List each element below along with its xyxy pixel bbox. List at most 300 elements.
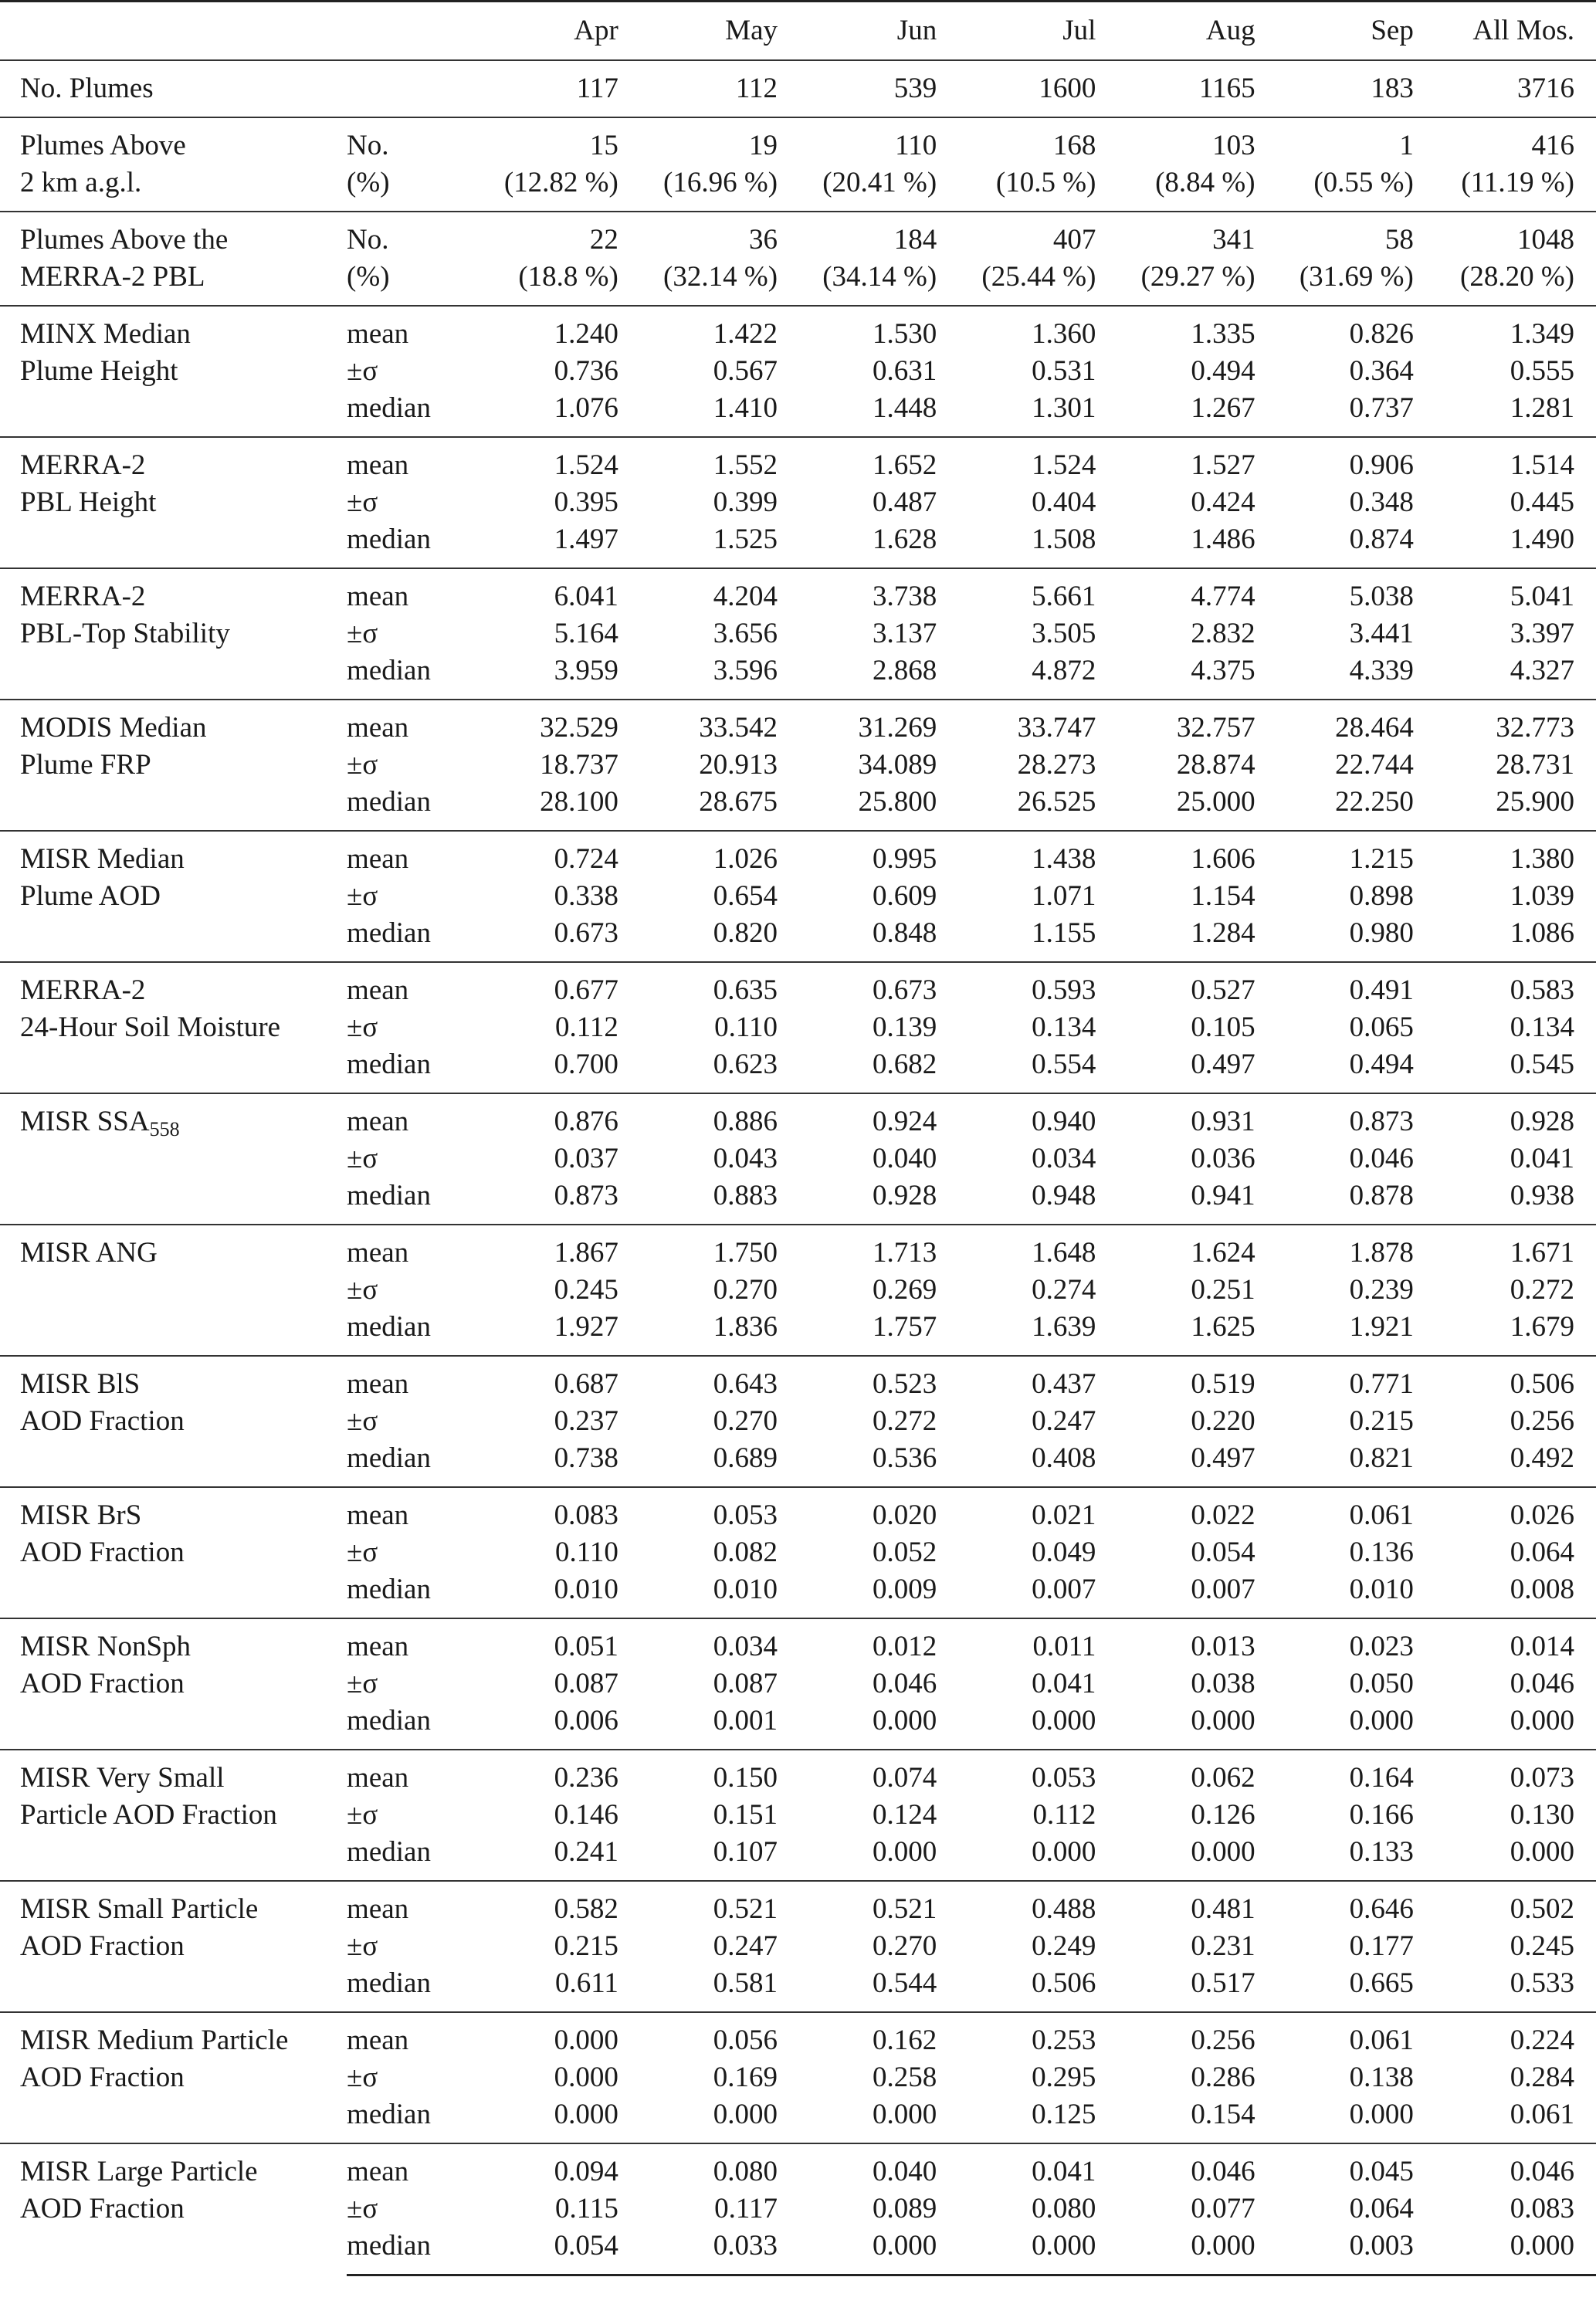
table-cell: 0.502 xyxy=(1414,1881,1596,1928)
table-cell: 36 xyxy=(618,212,778,259)
table-cell: 0.364 xyxy=(1349,355,1414,387)
column-header: May xyxy=(618,2,778,61)
table-cell: 1.076 xyxy=(554,392,618,424)
row-stat-label: median xyxy=(347,523,431,555)
row-stat-label: mean xyxy=(347,831,460,878)
table-cell: 33.747 xyxy=(937,700,1096,747)
row-label-line: Plumes Above the xyxy=(20,224,229,256)
table-row xyxy=(0,1356,1596,1403)
table-cell: 5.041 xyxy=(1414,568,1596,615)
table-cell: 1.240 xyxy=(461,306,618,353)
table-cell: 0.270 xyxy=(872,1930,937,1962)
row-stat-label: ±σ xyxy=(347,749,378,781)
row-stat-label: No. xyxy=(347,117,460,164)
row-stat-label: median xyxy=(347,1442,431,1474)
row-label-line: MISR ANG xyxy=(20,1237,158,1269)
table-row xyxy=(0,1881,1596,1928)
row-label-line: PBL-Top Stability xyxy=(20,618,230,649)
table-cell: 0.941 xyxy=(1191,1180,1255,1211)
row-label-line: MERRA-2 PBL xyxy=(20,261,205,293)
table-body xyxy=(0,60,1596,2275)
table-cell: 0.883 xyxy=(713,1180,778,1211)
table-cell: 1.679 xyxy=(1510,1311,1574,1343)
table-row xyxy=(0,2012,1596,2059)
table-row xyxy=(0,1093,1596,1140)
table-cell: 0.150 xyxy=(618,1750,778,1797)
table-cell: 1.524 xyxy=(937,437,1096,484)
table-cell: 1.757 xyxy=(872,1311,937,1343)
table-cell: (16.96 %) xyxy=(663,167,778,198)
table-cell: 0.053 xyxy=(618,1487,778,1534)
row-label-line: MERRA-2 xyxy=(20,449,146,481)
table-cell: 0.064 xyxy=(1349,2193,1414,2224)
row-stat-blank xyxy=(347,60,460,117)
table-cell: 117 xyxy=(461,60,618,117)
table-cell: 0.581 xyxy=(713,1967,778,1999)
row-label: No. Plumes xyxy=(0,60,347,117)
column-header: All Mos. xyxy=(1414,2,1596,61)
table-cell: 0.682 xyxy=(872,1049,937,1080)
table-cell: 0.924 xyxy=(778,1093,937,1140)
table-cell: (10.5 %) xyxy=(995,167,1096,198)
table-cell: 3.397 xyxy=(1510,618,1574,649)
table-cell: 0.000 xyxy=(1191,1705,1255,1737)
table-cell: 2.868 xyxy=(872,655,937,686)
row-label-line: Particle AOD Fraction xyxy=(20,1799,277,1831)
table-cell: 0.519 xyxy=(1096,1356,1255,1403)
table-cell: (18.8 %) xyxy=(518,261,618,293)
row-label-line: AOD Fraction xyxy=(20,1537,185,1568)
table-cell: 0.064 xyxy=(1510,1537,1574,1568)
table-cell: 0.497 xyxy=(1191,1442,1255,1474)
table-cell: 0.506 xyxy=(1032,1967,1096,1999)
table-cell: 1.284 xyxy=(1191,917,1255,949)
table-cell: 0.177 xyxy=(1349,1930,1414,1962)
table-cell: 25.800 xyxy=(858,786,937,818)
table-cell: 0.010 xyxy=(713,1574,778,1605)
table-cell: 0.000 xyxy=(1191,1836,1255,1868)
table-cell: 0.270 xyxy=(713,1405,778,1437)
table-cell: 1600 xyxy=(937,60,1096,117)
table-cell: 0.065 xyxy=(1349,1011,1414,1043)
table-cell: 0.724 xyxy=(461,831,618,878)
table-cell: 0.162 xyxy=(778,2012,937,2059)
table-cell: 5.164 xyxy=(554,618,618,649)
table-cell: 28.100 xyxy=(540,786,618,818)
table-cell: 0.980 xyxy=(1349,917,1414,949)
table-cell: 0.404 xyxy=(1032,486,1096,518)
row-stat-label: ±σ xyxy=(347,1930,378,1962)
table-cell: 0.000 xyxy=(1096,2228,1255,2275)
table-cell: 1.497 xyxy=(554,523,618,555)
row-stat-label: median xyxy=(347,655,431,686)
row-stat-label: median xyxy=(347,392,431,424)
table-cell: 0.654 xyxy=(713,880,778,912)
table-cell: (0.55 %) xyxy=(1313,167,1414,198)
row-stat-label: ±σ xyxy=(347,2062,378,2093)
row-label-line: 2 km a.g.l. xyxy=(20,167,142,198)
table-cell: 22 xyxy=(461,212,618,259)
table-cell: 0.000 xyxy=(713,2099,778,2130)
table-cell: 1.486 xyxy=(1191,523,1255,555)
table-cell: 0.771 xyxy=(1255,1356,1414,1403)
table-cell: 0.491 xyxy=(1255,962,1414,1009)
table-cell: 0.139 xyxy=(872,1011,937,1043)
table-cell: 0.224 xyxy=(1414,2012,1596,2059)
row-label-line xyxy=(20,1103,347,1140)
table-cell: 1.490 xyxy=(1510,523,1574,555)
table-cell: 3.596 xyxy=(713,655,778,686)
row-label xyxy=(0,212,347,306)
row-label-line: MISR Small Particle xyxy=(20,1893,259,1925)
row-stat-label: ±σ xyxy=(347,1668,378,1699)
table-cell: (34.14 %) xyxy=(822,261,937,293)
row-label-line: MISR Very Small xyxy=(20,1762,225,1794)
table-cell: 22.744 xyxy=(1335,749,1414,781)
table-cell: 0.000 xyxy=(1032,1705,1096,1737)
table-cell: 0.253 xyxy=(937,2012,1096,2059)
row-label xyxy=(0,831,347,962)
table-cell: 0.000 xyxy=(872,1836,937,1868)
table-cell: 0.041 xyxy=(937,2143,1096,2191)
table-cell: 1048 xyxy=(1414,212,1596,259)
table-cell: 0.022 xyxy=(1096,1487,1255,1534)
row-stat-label: median xyxy=(347,1705,431,1737)
table-cell: 0.583 xyxy=(1414,962,1596,1009)
table-cell: 0.136 xyxy=(1349,1537,1414,1568)
table-row xyxy=(0,1225,1596,1272)
table-row xyxy=(0,1750,1596,1797)
table-cell: 0.021 xyxy=(937,1487,1096,1534)
row-label-line: MISR NonSph xyxy=(20,1631,191,1662)
table-cell: 0.080 xyxy=(1032,2193,1096,2224)
table-cell: 0.164 xyxy=(1255,1750,1414,1797)
row-stat-label: mean xyxy=(347,1356,460,1403)
table-row-no-plumes xyxy=(0,60,1596,117)
table-cell: 0.665 xyxy=(1349,1967,1414,1999)
table-cell: 0.146 xyxy=(554,1799,618,1831)
table-cell: 0.041 xyxy=(1032,1668,1096,1699)
table-cell: 0.531 xyxy=(1032,355,1096,387)
table-cell: 5.661 xyxy=(937,568,1096,615)
table-cell: 0.256 xyxy=(1510,1405,1574,1437)
table-cell: 0.245 xyxy=(554,1274,618,1306)
table-cell: 0.151 xyxy=(713,1799,778,1831)
table-cell: 4.774 xyxy=(1096,568,1255,615)
table-cell: (20.41 %) xyxy=(822,167,937,198)
table-cell: 0.251 xyxy=(1191,1274,1255,1306)
table-cell: 0.107 xyxy=(713,1836,778,1868)
row-stat-label: ±σ xyxy=(347,618,378,649)
table-cell: 32.757 xyxy=(1096,700,1255,747)
table-cell: 0.056 xyxy=(618,2012,778,2059)
table-cell: 3.959 xyxy=(554,655,618,686)
row-stat-label: mean xyxy=(347,2143,460,2191)
row-label-line: Plume AOD xyxy=(20,880,161,912)
table-cell: 0.940 xyxy=(937,1093,1096,1140)
table-cell: 0.043 xyxy=(713,1143,778,1174)
table-cell: 0.874 xyxy=(1349,523,1414,555)
table-cell: 0.105 xyxy=(1191,1011,1255,1043)
table-cell: 0.133 xyxy=(1349,1836,1414,1868)
table-cell: 0.736 xyxy=(554,355,618,387)
table-cell: 0.272 xyxy=(1510,1274,1574,1306)
table-cell: 4.327 xyxy=(1510,655,1574,686)
table-cell: (25.44 %) xyxy=(981,261,1096,293)
table-cell: 28.731 xyxy=(1496,749,1574,781)
table-cell: 0.517 xyxy=(1191,1967,1255,1999)
table-cell: 20.913 xyxy=(699,749,778,781)
table-cell: 5.038 xyxy=(1255,568,1414,615)
table-cell: 0.677 xyxy=(461,962,618,1009)
table-cell: 4.204 xyxy=(618,568,778,615)
row-stat-label: mean xyxy=(347,437,460,484)
table-cell: 1.448 xyxy=(872,392,937,424)
row-stat-label: mean xyxy=(347,1618,460,1665)
row-stat-label: median xyxy=(347,1574,431,1605)
table-cell: 0.023 xyxy=(1255,1618,1414,1665)
row-stat-label: ±σ xyxy=(347,1405,378,1437)
table-cell: 0.536 xyxy=(872,1442,937,1474)
table-cell: 3.738 xyxy=(778,568,937,615)
row-label xyxy=(0,1225,347,1356)
table-cell: 1 xyxy=(1255,117,1414,164)
table-cell: 1.267 xyxy=(1191,392,1255,424)
table-cell: 0.000 xyxy=(937,2228,1096,2275)
row-stat-label: ±σ xyxy=(347,1537,378,1568)
table-cell: 1.335 xyxy=(1096,306,1255,353)
table-cell: 1.215 xyxy=(1255,831,1414,878)
header-row xyxy=(0,2,1596,61)
table-cell: 0.046 xyxy=(1414,2143,1596,2191)
table-cell: 0.236 xyxy=(461,1750,618,1797)
row-label-text: MISR SSA xyxy=(20,1106,150,1137)
table-cell: 0.445 xyxy=(1510,486,1574,518)
table-cell: 0.545 xyxy=(1510,1049,1574,1080)
table-row xyxy=(0,700,1596,747)
table-cell: 0.000 xyxy=(1510,1836,1574,1868)
table-cell: 1.713 xyxy=(778,1225,937,1272)
table-cell: 3716 xyxy=(1414,60,1596,117)
table-cell: 0.623 xyxy=(713,1049,778,1080)
table-cell: 0.000 xyxy=(1510,1705,1574,1737)
table-cell: 0.544 xyxy=(872,1967,937,1999)
table-cell: 0.274 xyxy=(1032,1274,1096,1306)
table-cell: 1.281 xyxy=(1510,392,1574,424)
table-cell: 1.625 xyxy=(1191,1311,1255,1343)
table-cell: 0.408 xyxy=(1032,1442,1096,1474)
table-cell: 0.338 xyxy=(554,880,618,912)
table-cell: 0.134 xyxy=(1510,1011,1574,1043)
table-cell: 0.215 xyxy=(1349,1405,1414,1437)
table-row xyxy=(0,212,1596,259)
table-cell: 0.848 xyxy=(872,917,937,949)
table-cell: 0.437 xyxy=(937,1356,1096,1403)
table-cell: 0.061 xyxy=(1510,2099,1574,2130)
table-row xyxy=(0,306,1596,353)
table-cell: 0.554 xyxy=(1032,1049,1096,1080)
table-cell: 0.087 xyxy=(713,1668,778,1699)
table-cell: 0.239 xyxy=(1349,1274,1414,1306)
table-cell: 0.014 xyxy=(1414,1618,1596,1665)
row-stat-label: ±σ xyxy=(347,1799,378,1831)
table-cell: 0.041 xyxy=(1510,1143,1574,1174)
table-cell: 416 xyxy=(1414,117,1596,164)
table-cell: 0.631 xyxy=(872,355,937,387)
table-cell: 0.046 xyxy=(1510,1668,1574,1699)
row-label-line: PBL Height xyxy=(20,486,157,518)
table-cell: 1.750 xyxy=(618,1225,778,1272)
table-cell: 0.643 xyxy=(618,1356,778,1403)
row-stat-label: mean xyxy=(347,1487,460,1534)
table-cell: 0.523 xyxy=(778,1356,937,1403)
row-label-line: AOD Fraction xyxy=(20,2193,185,2224)
row-stat-label: mean xyxy=(347,700,460,747)
row-stat-label: ±σ xyxy=(347,486,378,518)
table-cell: 1.867 xyxy=(461,1225,618,1272)
table-cell: 25.900 xyxy=(1496,786,1574,818)
table-cell: 0.247 xyxy=(713,1930,778,1962)
table-cell: (11.19 %) xyxy=(1461,167,1574,198)
row-stat-label: No. xyxy=(347,212,460,259)
table-cell: 0.010 xyxy=(1349,1574,1414,1605)
table-cell: 0.886 xyxy=(618,1093,778,1140)
column-header: Aug xyxy=(1096,2,1255,61)
table-cell: 0.258 xyxy=(872,2062,937,2093)
table-cell: 184 xyxy=(778,212,937,259)
table-cell: 32.773 xyxy=(1414,700,1596,747)
row-stat-label: ±σ xyxy=(347,2193,378,2224)
row-stat-label: median xyxy=(347,1311,431,1343)
table-cell: 0.269 xyxy=(872,1274,937,1306)
table-cell: 0.073 xyxy=(1414,1750,1596,1797)
table-cell: 0.110 xyxy=(554,1537,618,1568)
table-cell: 3.505 xyxy=(1032,618,1096,649)
table-cell: 168 xyxy=(937,117,1096,164)
table-cell: 0.001 xyxy=(713,1705,778,1737)
table-cell: 0.020 xyxy=(778,1487,937,1534)
row-stat-label: median xyxy=(347,2099,431,2130)
column-header: Jul xyxy=(937,2,1096,61)
table-cell: (12.82 %) xyxy=(503,167,618,198)
table-cell: 0.873 xyxy=(1255,1093,1414,1140)
table-cell: 1.652 xyxy=(778,437,937,484)
table-cell: 4.872 xyxy=(1032,655,1096,686)
table-cell: 0.000 xyxy=(872,2099,937,2130)
row-label-line: AOD Fraction xyxy=(20,1668,185,1699)
row-stat-label: ±σ xyxy=(347,355,378,387)
table-cell: 0.820 xyxy=(713,917,778,949)
table-cell: 0.399 xyxy=(713,486,778,518)
row-label-line: Plume FRP xyxy=(20,749,151,781)
row-label xyxy=(0,306,347,437)
table-cell: 0.038 xyxy=(1191,1668,1255,1699)
row-label xyxy=(0,1356,347,1487)
table-cell: 1.525 xyxy=(713,523,778,555)
table-cell: 3.441 xyxy=(1349,618,1414,649)
table-cell: 0.074 xyxy=(778,1750,937,1797)
table-cell: 0.241 xyxy=(554,1836,618,1868)
row-stat-label: (%) xyxy=(347,261,390,293)
table-cell: 28.874 xyxy=(1176,749,1255,781)
table-cell: 0.231 xyxy=(1191,1930,1255,1962)
table-cell: 0.166 xyxy=(1349,1799,1414,1831)
table-cell: 0.481 xyxy=(1096,1881,1255,1928)
table-cell: 0.000 xyxy=(1032,1836,1096,1868)
table-cell: 1.921 xyxy=(1349,1311,1414,1343)
table-cell: 1.606 xyxy=(1096,831,1255,878)
table-cell: 0.878 xyxy=(1349,1180,1414,1211)
table-cell: 0.826 xyxy=(1255,306,1414,353)
table-cell: 1.624 xyxy=(1096,1225,1255,1272)
table-cell: 19 xyxy=(618,117,778,164)
table-cell: 0.112 xyxy=(1032,1799,1096,1831)
table-cell: 1.628 xyxy=(872,523,937,555)
table-cell: 0.948 xyxy=(1032,1180,1096,1211)
table-cell: 0.000 xyxy=(872,1705,937,1737)
row-label xyxy=(0,117,347,212)
table-cell: 1.438 xyxy=(937,831,1096,878)
table-cell: 1.380 xyxy=(1414,831,1596,878)
table-cell: 1.154 xyxy=(1191,880,1255,912)
table-cell: 0.593 xyxy=(937,962,1096,1009)
row-label-line: AOD Fraction xyxy=(20,2062,185,2093)
table-cell: 1.530 xyxy=(778,306,937,353)
row-label-line: MISR Median xyxy=(20,843,185,875)
row-stat-label: mean xyxy=(347,306,460,353)
table-cell: 0.687 xyxy=(461,1356,618,1403)
table-cell: 0.000 xyxy=(1349,2099,1414,2130)
table-cell: 0.036 xyxy=(1191,1143,1255,1174)
table-cell: 58 xyxy=(1255,212,1414,259)
table-cell: 0.000 xyxy=(461,2012,618,2059)
table-cell: 0.521 xyxy=(618,1881,778,1928)
row-stat-label: mean xyxy=(347,962,460,1009)
header-blank xyxy=(0,2,347,61)
table-cell: 0.110 xyxy=(714,1011,778,1043)
table-cell: 103 xyxy=(1096,117,1255,164)
table-cell: 0.245 xyxy=(1510,1930,1574,1962)
table-cell: 0.077 xyxy=(1191,2193,1255,2224)
table-cell: 6.041 xyxy=(461,568,618,615)
table-cell: 1.360 xyxy=(937,306,1096,353)
table-cell: 0.040 xyxy=(872,1143,937,1174)
table-cell: 0.033 xyxy=(618,2228,778,2275)
table-cell: 0.049 xyxy=(1032,1537,1096,1568)
row-stat-label: mean xyxy=(347,1093,460,1140)
table-cell: 1.671 xyxy=(1414,1225,1596,1272)
table-cell: 0.126 xyxy=(1191,1799,1255,1831)
row-label xyxy=(0,2143,347,2275)
table-cell: 0.080 xyxy=(618,2143,778,2191)
table-cell: 33.542 xyxy=(618,700,778,747)
table-cell: 0.348 xyxy=(1349,486,1414,518)
table-cell: 0.876 xyxy=(461,1093,618,1140)
table-cell: 0.124 xyxy=(872,1799,937,1831)
table-cell: 0.237 xyxy=(554,1405,618,1437)
row-label-line: MISR BlS xyxy=(20,1368,141,1400)
table-cell: 0.083 xyxy=(461,1487,618,1534)
row-stat-label: median xyxy=(347,1967,431,1999)
table-cell: 1.639 xyxy=(1032,1311,1096,1343)
row-label-line: MISR Large Particle xyxy=(20,2156,258,2187)
table-cell: 0.034 xyxy=(1032,1143,1096,1174)
table-cell: 112 xyxy=(618,60,778,117)
table-cell: 3.656 xyxy=(713,618,778,649)
row-label-line: Plume Height xyxy=(20,355,178,387)
table-cell: 0.611 xyxy=(554,1967,618,1999)
row-stat-label: median xyxy=(347,917,431,949)
